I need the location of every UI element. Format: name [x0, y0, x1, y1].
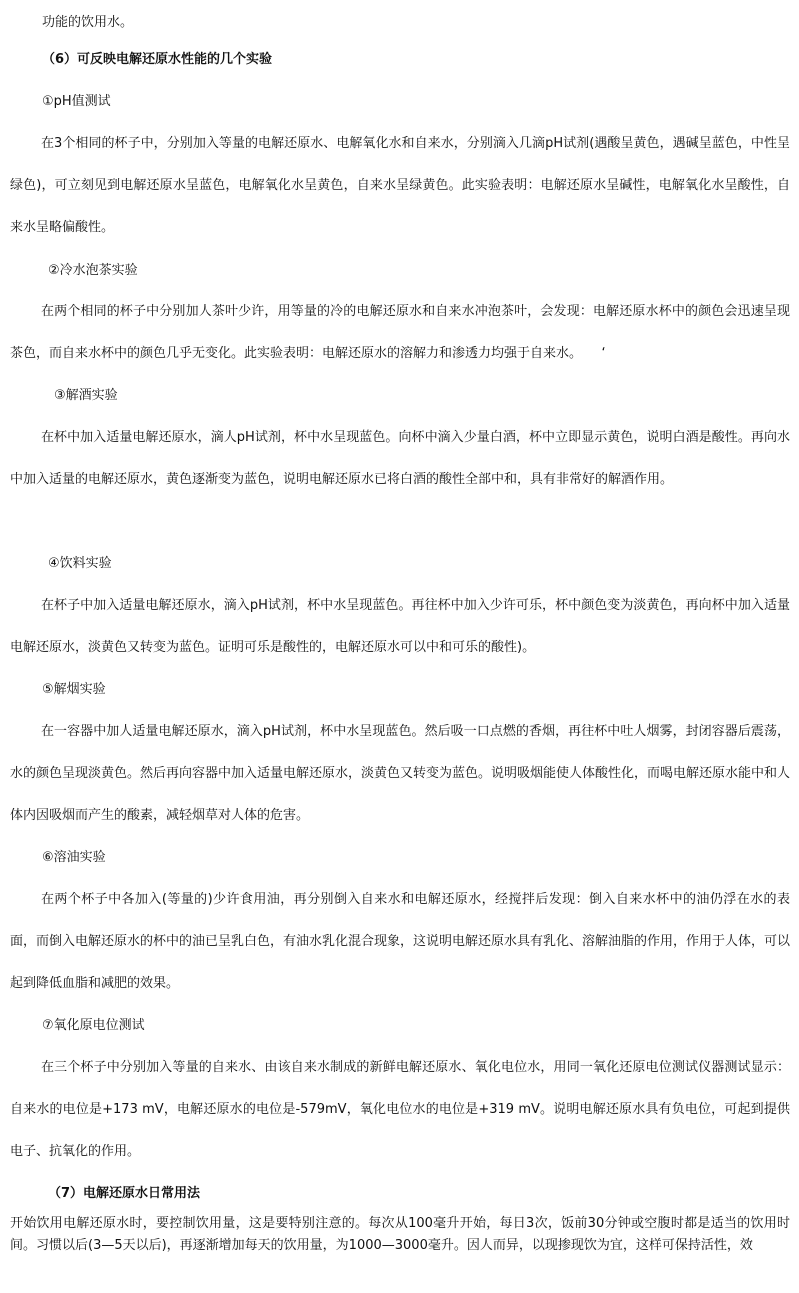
subheading-hangover: ③解酒实验 — [54, 388, 118, 403]
paragraph-hangover: 在杯中加入适量电解还原水，滴人pH试剂，杯中水呈现蓝色。向杯中滴入少量白酒，杯中立即显示黄色，说明白酒是酸性。再向水中加入适量的电解还原水，黄色逐渐变为蓝色，说明电解还原水已将白酒的酸性全部中和，具有非常好的解酒作用。 — [10, 430, 790, 487]
paragraph-ph-test: 在3个相同的杯子中，分别加入等量的电解还原水、电解氧化水和自来水，分别滴入几滴pH试剂(遇酸呈黄色，遇碱呈蓝色，中性呈绿色)，可立刻见到电解还原水呈蓝色，电解氧化水呈黄色，自来水呈绿黄色。此实验表明：电解还原水呈碱性，电解氧化水呈酸性，自来水呈略偏酸性。 — [10, 136, 790, 235]
paragraph-orp-test: 在三个杯子中分别加入等量的自来水、由该自来水制成的新鲜电解还原水、氧化电位水，用同一氧化还原电位测试仪器测试显示：自来水的电位是+173 mV，电解还原水的电位是-579mV，氧化电位水的电位是+319 mV。说明电解还原水具有负电位，可起到提供电子、抗氧化的作用。 — [10, 1060, 790, 1159]
section-heading-7: （7）电解还原水日常用法 — [48, 1186, 201, 1201]
paragraph-cold-tea: 在两个相同的杯子中分别加人茶叶少许，用等量的冷的电解还原水和自来水冲泡茶叶，会发现：电解还原水杯中的颜色会迅速呈现茶色，而自来水杯中的颜色几乎无变化。此实验表明：电解还原水的溶解力和渗透力均强于自来水。 ‘ — [10, 304, 790, 361]
paragraph-daily-usage: 开始饮用电解还原水时，要控制饮用量，这是要特别注意的。每次从100毫升开始，每日3次，饭前30分钟或空腹时都是适当的饮用时间。习惯以后(3—5天以后)，再逐渐增加每天的饮用量，为1000—3000毫升。因人而异，以现掺现饮为宜，这样可保持活性，效 — [10, 1216, 790, 1253]
paragraph-smoke: 在一容器中加人适量电解还原水，滴入pH试剂，杯中水呈现蓝色。然后吸一口点燃的香烟，再往杯中吐人烟雾，封闭容器后震荡，水的颜色呈现淡黄色。然后再向容器中加入适量电解还原水，淡黄色又转变为蓝色。说明吸烟能使人体酸性化，而喝电解还原水能中和人体内因吸烟而产生的酸素，减轻烟草对人体的危害。 — [10, 724, 791, 823]
paragraph-oil: 在两个杯子中各加入(等量的)少许食用油，再分别倒入自来水和电解还原水，经搅拌后发现：倒入自来水杯中的油仍浮在水的表面，而倒入电解还原水的杯中的油已呈乳白色，有油水乳化混合现象，这说明电解还原水具有乳化、溶解油脂的作用，作用于人体，可以起到降低血脂和减肥的效果。 — [10, 892, 791, 991]
section-heading-6: （6）可反映电解还原水性能的几个实验 — [42, 52, 273, 67]
subheading-ph-test: ①pH值测试 — [42, 94, 111, 109]
subheading-oil: ⑥溶油实验 — [42, 850, 106, 865]
subheading-cold-tea: ②冷水泡茶实验 — [48, 263, 138, 278]
subheading-smoke: ⑤解烟实验 — [42, 682, 106, 697]
paragraph-beverage: 在杯子中加入适量电解还原水，滴入pH试剂，杯中水呈现蓝色。再往杯中加入少许可乐，杯中颜色变为淡黄色，再向杯中加入适量电解还原水，淡黄色又转变为蓝色。证明可乐是酸性的，电解还原水可以中和可乐的酸性)。 — [10, 598, 790, 655]
text-line-continuation: 功能的饮用水。 — [42, 15, 134, 30]
subheading-orp-test: ⑦氧化原电位测试 — [42, 1018, 145, 1033]
subheading-beverage: ④饮料实验 — [48, 556, 112, 571]
